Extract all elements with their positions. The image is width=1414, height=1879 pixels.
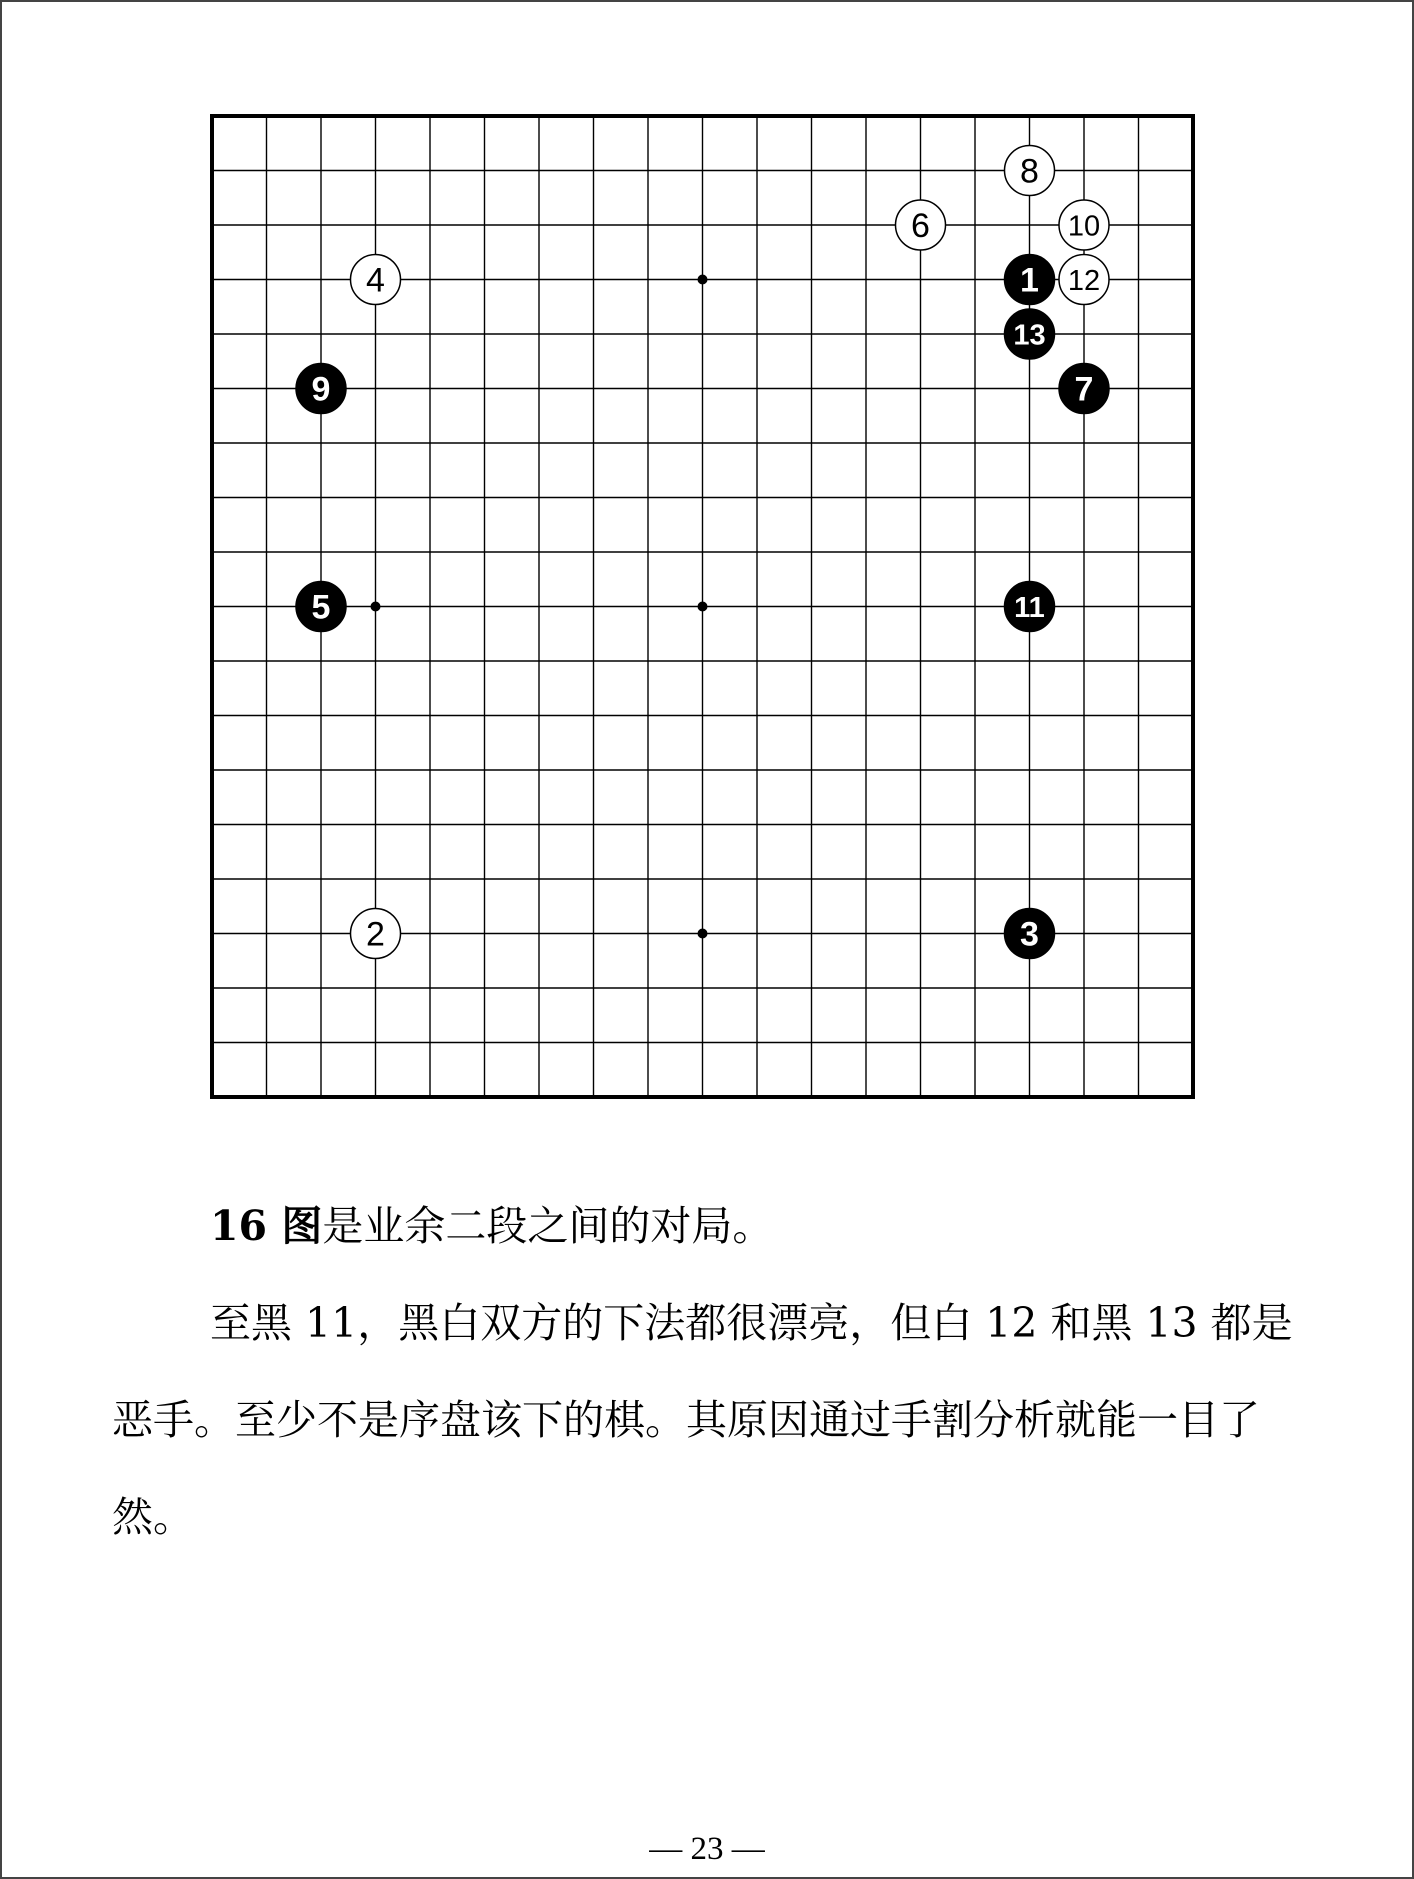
go-board-diagram	[210, 114, 1200, 1104]
star-point	[371, 602, 381, 612]
move-number: 12	[1067, 264, 1101, 297]
paragraph-1-text: 是业余二段之间的对局。	[322, 1202, 774, 1250]
move-number: 10	[1067, 210, 1101, 243]
move-number: 4	[366, 261, 385, 300]
move-number: 6	[911, 207, 930, 246]
figure-reference: 16 图	[210, 1202, 323, 1250]
body-text	[112, 1178, 1312, 1566]
page-number: — 23 —	[649, 1831, 765, 1867]
move-number: 13	[1013, 319, 1046, 352]
paragraph-2-text: 至黑 11，黑白双方的下法都很漂亮，但白 12 和黑 13 都是恶手。至少不是序盘该下的棋。其原因通过手割分析就能一目了然。	[112, 1299, 1293, 1541]
move-number: 1	[1020, 261, 1039, 300]
move-number: 3	[1020, 915, 1039, 954]
paragraph-2	[112, 1275, 1312, 1566]
move-number: 8	[1020, 152, 1039, 191]
move-number: 5	[311, 588, 331, 627]
star-point	[698, 929, 708, 939]
star-point	[698, 602, 708, 612]
move-number: 9	[311, 370, 331, 409]
move-number: 2	[366, 915, 385, 954]
move-number: 11	[1014, 591, 1045, 624]
move-number: 7	[1074, 370, 1094, 409]
star-point	[698, 275, 708, 285]
paragraph-1	[112, 1178, 1312, 1275]
